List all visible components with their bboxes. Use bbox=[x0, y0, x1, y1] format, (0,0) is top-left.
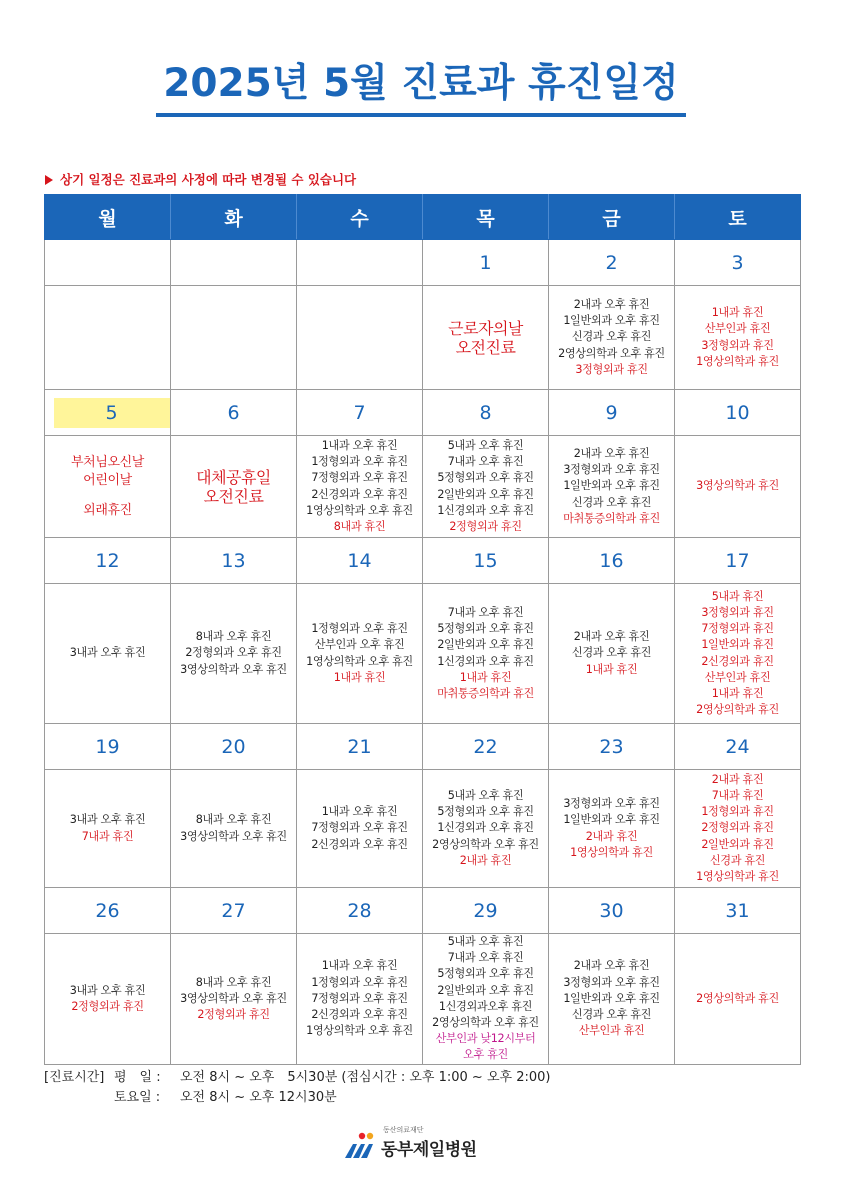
schedule-line: 7내과 오후 휴진 bbox=[447, 951, 524, 965]
hours-saturday-row bbox=[44, 1088, 550, 1108]
schedule-line: 외래휴진 bbox=[83, 502, 132, 518]
schedule-cell bbox=[297, 770, 423, 888]
date-cell bbox=[675, 538, 801, 584]
date-cell bbox=[423, 538, 549, 584]
hours-weekday-label: 평 일 : bbox=[114, 1070, 161, 1085]
schedule-line: 2정형외과 휴진 bbox=[449, 519, 522, 533]
schedule-line: 2신경외과 휴진 bbox=[701, 654, 774, 668]
date-row bbox=[45, 888, 801, 934]
date-cell bbox=[675, 724, 801, 770]
weekday-header-row bbox=[45, 195, 801, 240]
schedule-line: 2신경외과 오후 휴진 bbox=[311, 1007, 408, 1021]
date-number: 1 bbox=[479, 251, 492, 274]
title-underline bbox=[156, 113, 686, 117]
date-cell bbox=[45, 390, 171, 436]
schedule-line: 신경과 오후 휴진 bbox=[571, 495, 652, 509]
schedule-line: 3정형외과 오후 휴진 bbox=[563, 797, 660, 811]
date-number: 5 bbox=[54, 398, 170, 428]
schedule-line: 1신경외과 오후 휴진 bbox=[437, 654, 534, 668]
schedule-line: 2정형외과 휴진 bbox=[71, 999, 144, 1013]
schedule-line: 1영상의학과 오후 휴진 bbox=[306, 1024, 413, 1038]
schedule-line: 오전진료 bbox=[203, 486, 264, 506]
schedule-line: 7정형외과 오후 휴진 bbox=[311, 471, 408, 485]
schedule-line: 1정형외과 오후 휴진 bbox=[311, 455, 408, 469]
schedule-row bbox=[45, 436, 801, 538]
date-cell bbox=[171, 240, 297, 286]
hours-weekday-value: 오전 8시 ~ 오후 5시30분 (점심시간 : 오후 1:00 ~ 오후 2:00) bbox=[180, 1070, 551, 1085]
date-number: 22 bbox=[473, 735, 498, 758]
date-number: 21 bbox=[347, 735, 372, 758]
date-row bbox=[45, 538, 801, 584]
schedule-line: 3영상의학과 휴진 bbox=[696, 479, 779, 493]
date-number: 6 bbox=[227, 401, 240, 424]
schedule-line: 2영상의학과 오후 휴진 bbox=[432, 837, 539, 851]
hours-weekday-row bbox=[44, 1068, 550, 1088]
date-cell bbox=[45, 240, 171, 286]
schedule-line: 3정형외과 휴진 bbox=[701, 338, 774, 352]
logo-name: 동부제일병원 bbox=[381, 1140, 477, 1160]
date-number: 13 bbox=[221, 549, 246, 572]
schedule-line: 산부인과 휴진 bbox=[578, 1024, 645, 1038]
date-number: 28 bbox=[347, 899, 372, 922]
schedule-line: 2일반외과 오후 휴진 bbox=[437, 487, 534, 501]
calendar-table bbox=[44, 194, 801, 1065]
schedule-line: 3정형외과 오후 휴진 bbox=[563, 975, 660, 989]
date-cell bbox=[675, 888, 801, 934]
schedule-line: 5정형외과 오후 휴진 bbox=[437, 471, 534, 485]
schedule-line: 2내과 오후 휴진 bbox=[573, 446, 650, 460]
schedule-line: 5내과 휴진 bbox=[711, 589, 764, 603]
schedule-line: 오전진료 bbox=[455, 337, 516, 357]
schedule-line: 신경과 오후 휴진 bbox=[571, 330, 652, 344]
notice bbox=[45, 170, 356, 188]
schedule-line: 3내과 오후 휴진 bbox=[69, 813, 146, 827]
clinic-hours bbox=[44, 1068, 550, 1108]
schedule-line: 1내과 오후 휴진 bbox=[321, 959, 398, 973]
schedule-line: 대체공휴일 bbox=[196, 467, 271, 487]
schedule-line: 산부인과 휴진 bbox=[704, 322, 771, 336]
schedule-line: 1정형외과 휴진 bbox=[701, 805, 774, 819]
date-cell bbox=[549, 240, 675, 286]
schedule-cell bbox=[675, 584, 801, 724]
schedule-line: 2일반외과 휴진 bbox=[701, 837, 774, 851]
schedule-line: 7정형외과 오후 휴진 bbox=[311, 821, 408, 835]
date-row bbox=[45, 390, 801, 436]
weekday-tue: 화 bbox=[171, 195, 297, 240]
schedule-cell bbox=[549, 770, 675, 888]
date-cell bbox=[45, 538, 171, 584]
schedule-line: 2신경외과 오후 휴진 bbox=[311, 837, 408, 851]
schedule-line: 1내과 휴진 bbox=[459, 670, 512, 684]
schedule-line: 산부인과 휴진 bbox=[704, 670, 771, 684]
schedule-line: 2일반외과 오후 휴진 bbox=[437, 983, 534, 997]
date-cell bbox=[297, 538, 423, 584]
schedule-line: 어린이날 bbox=[83, 472, 132, 488]
schedule-line: 1일반외과 오후 휴진 bbox=[563, 991, 660, 1005]
date-number: 26 bbox=[95, 899, 120, 922]
schedule-line: 1영상의학과 휴진 bbox=[696, 354, 779, 368]
weekday-mon: 월 bbox=[45, 195, 171, 240]
date-number: 7 bbox=[353, 401, 366, 424]
date-cell bbox=[549, 538, 675, 584]
schedule-row bbox=[45, 286, 801, 390]
hours-label: [진료시간] bbox=[44, 1070, 105, 1085]
date-number: 3 bbox=[731, 251, 744, 274]
date-cell bbox=[549, 724, 675, 770]
date-number: 19 bbox=[95, 735, 120, 758]
schedule-line: 2정형외과 오후 휴진 bbox=[185, 646, 282, 660]
date-cell bbox=[171, 888, 297, 934]
schedule-cell bbox=[423, 436, 549, 538]
schedule-line: 2영상의학과 오후 휴진 bbox=[558, 346, 665, 360]
schedule-line: 2정형외과 휴진 bbox=[197, 1007, 270, 1021]
schedule-line: 1정형외과 오후 휴진 bbox=[311, 975, 408, 989]
schedule-line: 7정형외과 오후 휴진 bbox=[311, 991, 408, 1005]
schedule-line: 1일반외과 오후 휴진 bbox=[563, 314, 660, 328]
schedule-line: 부처님오신날 bbox=[71, 454, 144, 470]
hospital-logo bbox=[343, 1124, 513, 1164]
date-cell bbox=[171, 724, 297, 770]
schedule-line: 7정형외과 휴진 bbox=[701, 622, 774, 636]
schedule-line: 1내과 휴진 bbox=[711, 306, 764, 320]
schedule-line: 5정형외과 오후 휴진 bbox=[437, 805, 534, 819]
date-number: 30 bbox=[599, 899, 624, 922]
schedule-line: 1내과 오후 휴진 bbox=[321, 438, 398, 452]
schedule-line: 신경과 오후 휴진 bbox=[571, 646, 652, 660]
schedule-cell bbox=[45, 934, 171, 1065]
schedule-cell bbox=[675, 934, 801, 1065]
schedule-line: 2내과 오후 휴진 bbox=[573, 630, 650, 644]
schedule-line: 1일반외과 오후 휴진 bbox=[563, 479, 660, 493]
date-cell bbox=[423, 240, 549, 286]
schedule-line: 3영상의학과 오후 휴진 bbox=[180, 829, 287, 843]
weekday-sat: 토 bbox=[675, 195, 801, 240]
schedule-line: 5정형외과 오후 휴진 bbox=[437, 622, 534, 636]
date-cell bbox=[675, 240, 801, 286]
schedule-line: 1신경외과 오후 휴진 bbox=[437, 821, 534, 835]
schedule-cell bbox=[297, 436, 423, 538]
date-number: 15 bbox=[473, 549, 498, 572]
schedule-line: 7내과 휴진 bbox=[711, 788, 764, 802]
schedule-line: 5내과 오후 휴진 bbox=[447, 438, 524, 452]
schedule-cell bbox=[171, 436, 297, 538]
schedule-line: 3정형외과 오후 휴진 bbox=[563, 463, 660, 477]
date-row bbox=[45, 724, 801, 770]
date-cell bbox=[423, 390, 549, 436]
schedule-line: 8내과 오후 휴진 bbox=[195, 813, 272, 827]
schedule-line: 산부인과 오후 휴진 bbox=[314, 638, 405, 652]
date-cell bbox=[675, 390, 801, 436]
page-title: 2025년 5월 진료과 휴진일정 bbox=[163, 61, 679, 106]
schedule-line: 1내과 휴진 bbox=[333, 670, 386, 684]
schedule-line: 마취통증의학과 휴진 bbox=[563, 511, 660, 525]
date-number: 2 bbox=[605, 251, 618, 274]
schedule-line: 2내과 휴진 bbox=[459, 853, 512, 867]
schedule-cell bbox=[423, 934, 549, 1065]
schedule-line: 1영상의학과 휴진 bbox=[696, 870, 779, 883]
schedule-line: 2내과 휴진 bbox=[711, 772, 764, 786]
schedule-line: 2정형외과 휴진 bbox=[701, 821, 774, 835]
schedule-cell bbox=[45, 770, 171, 888]
schedule-cell bbox=[171, 770, 297, 888]
schedule-line: 3영상의학과 오후 휴진 bbox=[180, 662, 287, 676]
schedule-line: 1일반외과 오후 휴진 bbox=[563, 813, 660, 827]
calendar-body bbox=[45, 240, 801, 1065]
schedule-line: 8내과 오후 휴진 bbox=[195, 630, 272, 644]
date-number: 17 bbox=[725, 549, 750, 572]
hours-saturday-value: 오전 8시 ~ 오후 12시30분 bbox=[180, 1090, 337, 1105]
date-cell bbox=[549, 888, 675, 934]
schedule-line: 8내과 휴진 bbox=[333, 519, 386, 533]
logo-foundation: 동산의료재단 bbox=[383, 1126, 424, 1134]
schedule-line: 1신경외과 오후 휴진 bbox=[437, 503, 534, 517]
date-cell bbox=[171, 538, 297, 584]
schedule-row bbox=[45, 584, 801, 724]
date-number: 23 bbox=[599, 735, 624, 758]
date-cell bbox=[297, 240, 423, 286]
date-number: 29 bbox=[473, 899, 498, 922]
schedule-line: 2내과 휴진 bbox=[585, 829, 638, 843]
schedule-cell bbox=[549, 934, 675, 1065]
schedule-line: 1정형외과 오후 휴진 bbox=[311, 622, 408, 636]
schedule-cell bbox=[423, 584, 549, 724]
schedule-line: 근로자의날 bbox=[448, 318, 523, 338]
schedule-cell bbox=[297, 584, 423, 724]
date-cell bbox=[297, 888, 423, 934]
schedule-line: 1영상의학과 오후 휴진 bbox=[306, 654, 413, 668]
schedule-line: 2내과 오후 휴진 bbox=[573, 959, 650, 973]
date-number: 20 bbox=[221, 735, 246, 758]
schedule-cell bbox=[171, 286, 297, 390]
schedule-line: 8내과 오후 휴진 bbox=[195, 975, 272, 989]
schedule-line: 7내과 휴진 bbox=[81, 829, 134, 843]
schedule-cell bbox=[423, 770, 549, 888]
schedule-cell bbox=[171, 584, 297, 724]
notice-text: 상기 일정은 진료과의 사정에 따라 변경될 수 있습니다 bbox=[60, 172, 357, 187]
schedule-line: 1영상의학과 오후 휴진 bbox=[306, 503, 413, 517]
schedule-line: 1내과 휴진 bbox=[585, 662, 638, 676]
schedule-line: 마취통증의학과 휴진 bbox=[437, 686, 534, 700]
date-cell bbox=[45, 724, 171, 770]
hospital-logo-icon bbox=[343, 1132, 377, 1160]
schedule-line: 7내과 오후 휴진 bbox=[447, 605, 524, 619]
date-number: 10 bbox=[725, 401, 750, 424]
schedule-line: 신경과 휴진 bbox=[709, 853, 766, 867]
schedule-line: 7내과 오후 휴진 bbox=[447, 455, 524, 469]
date-cell bbox=[171, 390, 297, 436]
weekday-fri: 금 bbox=[549, 195, 675, 240]
schedule-line: 3정형외과 휴진 bbox=[701, 605, 774, 619]
schedule-line: 2영상의학과 휴진 bbox=[696, 703, 779, 717]
date-cell bbox=[297, 390, 423, 436]
schedule-cell bbox=[549, 286, 675, 390]
schedule-cell bbox=[297, 286, 423, 390]
schedule-cell bbox=[675, 770, 801, 888]
schedule-line: 5정형외과 오후 휴진 bbox=[437, 967, 534, 981]
date-cell bbox=[423, 888, 549, 934]
date-row bbox=[45, 240, 801, 286]
schedule-line: 2내과 오후 휴진 bbox=[573, 297, 650, 311]
schedule-cell bbox=[45, 436, 171, 538]
schedule-line: 1신경외과오후 휴진 bbox=[438, 999, 533, 1013]
schedule-line: 1영상의학과 휴진 bbox=[570, 845, 653, 859]
date-cell bbox=[297, 724, 423, 770]
hours-saturday-label: 토요일 : bbox=[114, 1090, 161, 1105]
schedule-cell bbox=[171, 934, 297, 1065]
schedule-line: 2일반외과 오후 휴진 bbox=[437, 638, 534, 652]
schedule-cell bbox=[549, 436, 675, 538]
schedule-cell bbox=[297, 934, 423, 1065]
schedule-line: 2신경외과 오후 휴진 bbox=[311, 487, 408, 501]
weekday-wed: 수 bbox=[297, 195, 423, 240]
schedule-line: 2영상의학과 휴진 bbox=[696, 991, 779, 1005]
schedule-line: 5내과 오후 휴진 bbox=[447, 935, 524, 948]
date-number: 12 bbox=[95, 549, 120, 572]
schedule-cell bbox=[675, 286, 801, 390]
schedule-row bbox=[45, 934, 801, 1065]
spacer bbox=[45, 490, 170, 502]
triangle-icon bbox=[45, 175, 53, 185]
schedule-cell bbox=[675, 436, 801, 538]
schedule-cell bbox=[549, 584, 675, 724]
schedule-line: 2영상의학과 오후 휴진 bbox=[432, 1016, 539, 1030]
schedule-line: 3내과 오후 휴진 bbox=[69, 646, 146, 660]
date-number: 16 bbox=[599, 549, 624, 572]
schedule-line: 오후 휴진 bbox=[463, 1048, 508, 1062]
date-cell bbox=[549, 390, 675, 436]
schedule-line: 신경과 오후 휴진 bbox=[571, 1007, 652, 1021]
schedule-line: 산부인과 낮12시부터 bbox=[435, 1032, 536, 1046]
date-number: 27 bbox=[221, 899, 246, 922]
date-number: 8 bbox=[479, 401, 492, 424]
schedule-line: 5내과 오후 휴진 bbox=[447, 788, 524, 802]
date-cell bbox=[423, 724, 549, 770]
weekday-thu: 목 bbox=[423, 195, 549, 240]
date-number: 14 bbox=[347, 549, 372, 572]
schedule-line: 1내과 휴진 bbox=[711, 686, 764, 700]
schedule-cell bbox=[423, 286, 549, 390]
schedule-cell bbox=[45, 286, 171, 390]
date-number: 9 bbox=[605, 401, 618, 424]
schedule-line: 3정형외과 휴진 bbox=[575, 362, 648, 376]
schedule-line: 1일반외과 휴진 bbox=[701, 638, 774, 652]
schedule-line: 1내과 오후 휴진 bbox=[321, 805, 398, 819]
schedule-line: 3영상의학과 오후 휴진 bbox=[180, 991, 287, 1005]
date-cell bbox=[45, 888, 171, 934]
schedule-line: 3내과 오후 휴진 bbox=[69, 983, 146, 997]
schedule-cell bbox=[45, 584, 171, 724]
date-number: 31 bbox=[725, 899, 750, 922]
schedule-row bbox=[45, 770, 801, 888]
date-number: 24 bbox=[725, 735, 750, 758]
